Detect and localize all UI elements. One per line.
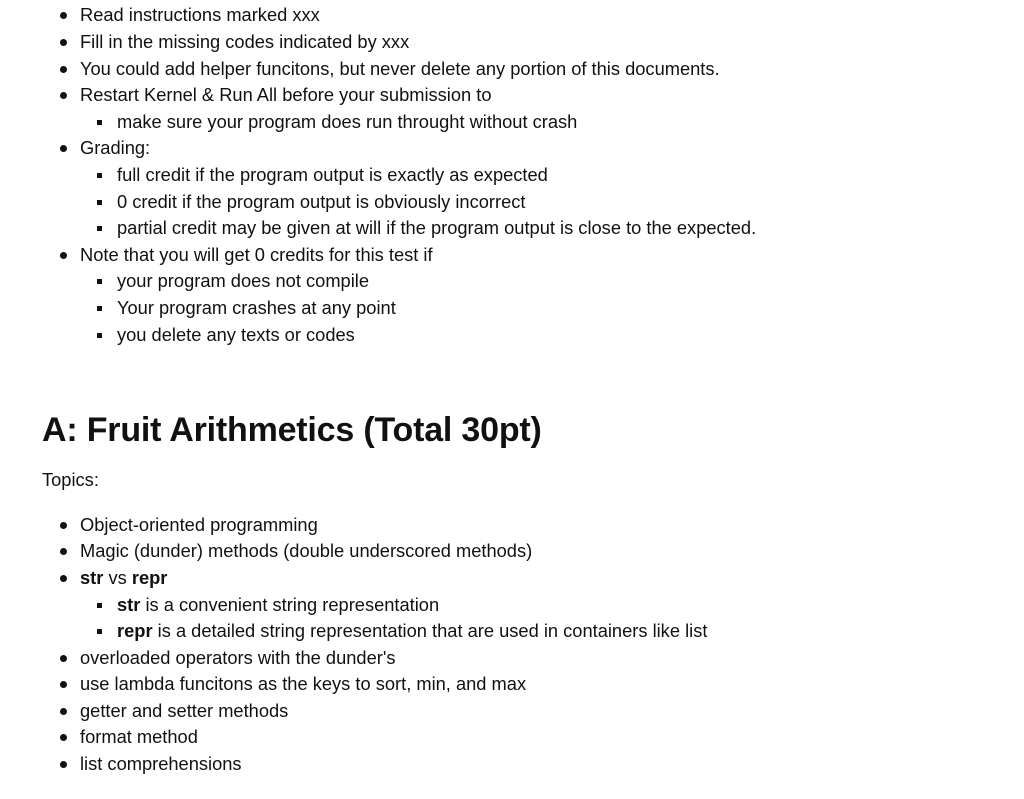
repr-keyword: repr <box>117 620 153 641</box>
list-item-text: you delete any texts or codes <box>117 324 355 345</box>
sub-list-item <box>117 592 439 619</box>
repr-description: is a detailed string representation that are used in containers like list <box>152 620 708 641</box>
list-item <box>80 512 318 539</box>
str-keyword: str <box>80 567 104 588</box>
list-item <box>80 135 150 162</box>
repr-keyword: repr <box>131 567 168 588</box>
bullet-disc <box>60 145 67 152</box>
bullet-square <box>97 173 102 178</box>
list-item <box>80 82 492 109</box>
bullet-disc <box>60 92 67 99</box>
bullet-disc <box>60 39 67 46</box>
bullet-disc <box>60 252 67 259</box>
list-item <box>80 2 320 29</box>
list-item-text: Read instructions marked xxx <box>80 4 320 25</box>
bullet-disc <box>60 548 67 555</box>
list-item <box>80 698 288 725</box>
sub-list-item <box>117 109 577 136</box>
bullet-square <box>97 333 102 338</box>
sub-list-item <box>117 295 396 322</box>
topics-label: Topics: <box>42 469 99 490</box>
sub-list-item <box>117 618 707 645</box>
list-item-text: 0 credit if the program output is obviously incorrect <box>117 191 526 212</box>
list-item-text: getter and setter methods <box>80 700 289 721</box>
list-item-text: You could add helper funcitons, but never delete any portion of this documents. <box>80 58 720 79</box>
section-heading: A: Fruit Arithmetics (Total 30pt) <box>42 411 542 449</box>
sub-list-item <box>117 268 369 295</box>
bullet-square <box>97 226 102 231</box>
bullet-disc <box>60 734 67 741</box>
bullet-disc <box>60 681 67 688</box>
list-item-text: make sure your program does run throught without crash <box>117 111 578 132</box>
bullet-disc <box>60 66 67 73</box>
list-item-text: full credit if the program output is exactly as expected <box>117 164 548 185</box>
bullet-disc <box>60 522 67 529</box>
list-item <box>80 645 396 672</box>
list-item-text: Object-oriented programming <box>80 514 318 535</box>
list-item-text: Magic (dunder) methods (double underscored methods) <box>80 540 533 561</box>
list-item-text: Grading: <box>80 137 151 158</box>
str-keyword: str <box>117 594 141 615</box>
list-item <box>80 671 526 698</box>
list-item <box>80 724 198 751</box>
list-item-text: Fill in the missing codes indicated by xxx <box>80 31 410 52</box>
list-item-text: use lambda funcitons as the keys to sort, min, and max <box>80 673 527 694</box>
bullet-square <box>97 629 102 634</box>
list-item-text: Your program crashes at any point <box>117 297 396 318</box>
vs-text: vs <box>103 567 132 588</box>
list-item <box>80 751 242 778</box>
bullet-square <box>97 603 102 608</box>
bullet-disc <box>60 761 67 768</box>
list-item <box>80 29 409 56</box>
list-item-text: partial credit may be given at will if the program output is close to the expected. <box>117 217 757 238</box>
str-description: is a convenient string representation <box>140 594 440 615</box>
sub-list-item <box>117 215 756 242</box>
sub-list-item <box>117 162 548 189</box>
bullet-square <box>97 306 102 311</box>
list-item-text: Restart Kernel & Run All before your submission to <box>80 84 492 105</box>
list-item <box>80 538 532 565</box>
bullet-disc <box>60 575 67 582</box>
bullet-disc <box>60 12 67 19</box>
sub-list-item <box>117 322 355 349</box>
list-item-text: overloaded operators with the dunder's <box>80 647 396 668</box>
list-item-text: list comprehensions <box>80 753 242 774</box>
list-item <box>80 242 433 269</box>
list-item-text: format method <box>80 726 198 747</box>
list-item <box>80 56 720 83</box>
bullet-square <box>97 279 102 284</box>
bullet-square <box>97 120 102 125</box>
list-item-text: your program does not compile <box>117 270 370 291</box>
bullet-square <box>97 200 102 205</box>
list-item-text: Note that you will get 0 credits for this test if <box>80 244 433 265</box>
sub-list-item <box>117 189 525 216</box>
list-item <box>80 565 167 592</box>
bullet-disc <box>60 708 67 715</box>
bullet-disc <box>60 655 67 662</box>
